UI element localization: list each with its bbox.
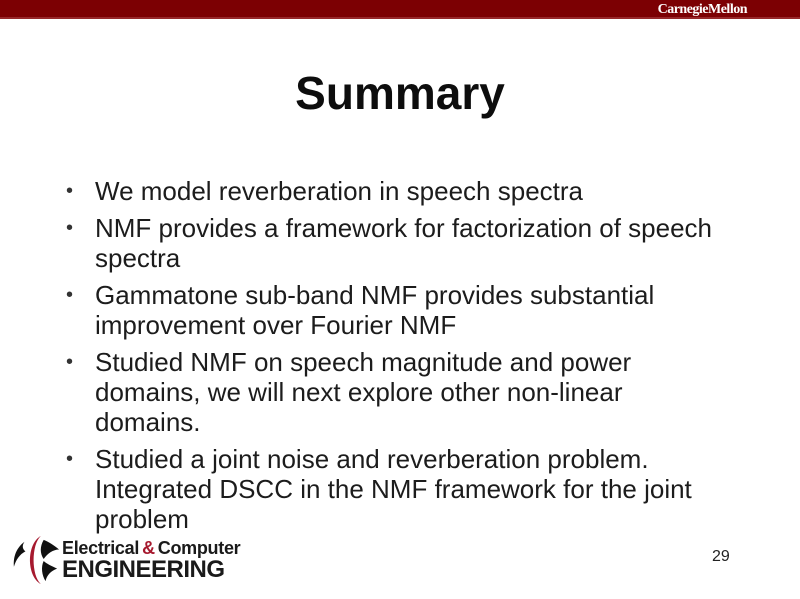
bullet-text: We model reverberation in speech spectra	[95, 176, 583, 206]
page-number: 29	[712, 548, 730, 565]
carnegie-mellon-wordmark: CarnegieMellon	[657, 2, 747, 17]
bullet-item	[64, 347, 716, 437]
bullet-item	[64, 213, 716, 273]
bullet-text: Studied a joint noise and reverberation problem. Integrated DSCC in the NMF framework for the joint problem	[95, 444, 692, 534]
ece-logo-line1	[62, 539, 240, 557]
bullet-list	[64, 176, 716, 541]
bullet-text: Studied NMF on speech magnitude and power domains, we will next explore other non-linear domains.	[95, 347, 632, 437]
ece-logo-engineering: ENGINEERING	[62, 555, 225, 583]
bullet-text: NMF provides a framework for factorization of speech spectra	[95, 213, 713, 273]
bullet-item	[64, 444, 716, 534]
ece-logo-electrical: Electrical	[62, 537, 140, 558]
header-bar	[0, 0, 800, 19]
ece-logo-icon	[12, 534, 60, 586]
bullet-item	[64, 176, 716, 206]
ece-logo-text	[62, 539, 240, 582]
slide-title: Summary	[295, 67, 505, 119]
ece-logo	[12, 534, 240, 586]
bullet-text: Gammatone sub-band NMF provides substantial improvement over Fourier NMF	[95, 280, 655, 340]
bullet-item	[64, 280, 716, 340]
ece-logo-ampersand: &	[142, 537, 155, 558]
ece-logo-computer: Computer	[157, 537, 241, 558]
